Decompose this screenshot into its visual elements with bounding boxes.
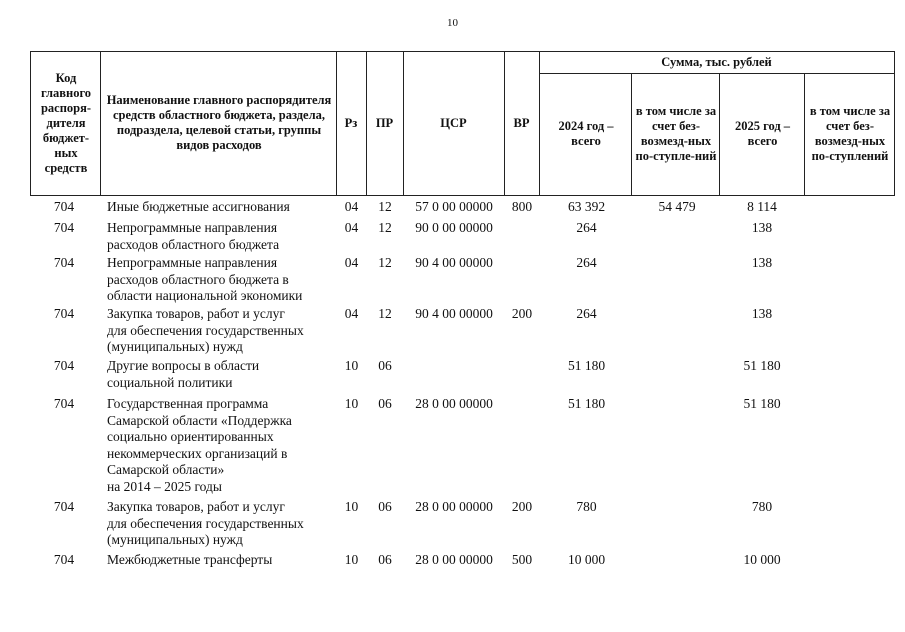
cell-name: Другие вопросы в области социальной политики xyxy=(107,358,260,390)
cell-sum-2025: 10 000 xyxy=(743,552,781,567)
cell-pr: 06 xyxy=(378,396,392,411)
header-sum-2024: 2024 год – всего xyxy=(558,119,614,148)
cell-rz: 10 xyxy=(344,499,359,514)
cell-vr: 800 xyxy=(511,199,533,214)
cell-code: 704 xyxy=(53,220,75,235)
cell-rz: 04 xyxy=(344,255,359,270)
header-sum-group: Сумма, тыс. рублей xyxy=(661,55,772,69)
cell-code: 704 xyxy=(53,306,75,321)
header-bottom-border xyxy=(30,195,895,196)
sum-group-divider xyxy=(539,73,895,74)
cell-csr: 57 0 00 00000 xyxy=(415,199,493,214)
cell-vr: 200 xyxy=(511,306,533,321)
cell-sum-2025: 51 180 xyxy=(743,358,781,373)
page-number: 10 xyxy=(447,17,458,29)
cell-name: Непрограммные направления расходов областного бюджета в области национальной экономики xyxy=(107,255,303,303)
cell-code: 704 xyxy=(53,199,75,214)
cell-sum-2024: 51 180 xyxy=(567,396,606,411)
cell-name: Закупка товаров, работ и услуг для обеспечения государственных (муниципальных) нужд xyxy=(107,306,304,354)
cell-name: Иные бюджетные ассигнования xyxy=(107,199,290,214)
header-name: Наименование главного распорядителя средств областного бюджета, раздела, подраздела, целевой статьи, группы видов расходов xyxy=(106,93,332,152)
header-bezv-2024: в том числе за счет без-возмезд-ных по-ступле-ний xyxy=(635,104,717,163)
cell-rz: 10 xyxy=(344,396,359,411)
col-border xyxy=(30,51,31,196)
cell-pr: 12 xyxy=(378,220,392,235)
cell-sum-2024: 264 xyxy=(576,255,597,270)
cell-pr: 12 xyxy=(378,255,392,270)
cell-code: 704 xyxy=(53,255,75,270)
cell-csr: 28 0 00 00000 xyxy=(415,396,493,411)
cell-sum-2025: 780 xyxy=(751,499,773,514)
cell-sum-2024: 780 xyxy=(576,499,597,514)
cell-code: 704 xyxy=(53,552,75,567)
cell-pr: 06 xyxy=(378,552,392,567)
cell-sum-2024: 63 392 xyxy=(567,199,606,214)
cell-name: Государственная программа Самарской области «Поддержка социально ориентированных некоммерческих организаций в Самарской области» на 2014 – 2025 годы xyxy=(107,396,292,494)
cell-sum-2024: 10 000 xyxy=(567,552,606,567)
cell-sum-2025: 138 xyxy=(751,306,773,321)
header-vr: ВР xyxy=(513,115,530,130)
cell-sum-2025: 51 180 xyxy=(743,396,781,411)
cell-pr: 12 xyxy=(378,199,392,214)
cell-rz: 04 xyxy=(344,306,359,321)
cell-sum-2024: 51 180 xyxy=(567,358,606,373)
cell-rz: 04 xyxy=(344,199,359,214)
header-sum-2025: 2025 год – всего xyxy=(734,119,791,148)
cell-pr: 06 xyxy=(378,358,392,373)
cell-csr: 90 4 00 00000 xyxy=(415,255,493,270)
table-header xyxy=(30,51,895,196)
cell-sum-2024: 264 xyxy=(576,306,597,321)
cell-sum-2025: 138 xyxy=(751,255,773,270)
header-csr: ЦСР xyxy=(440,115,467,130)
header-code: Код главного распоря-дителя бюджет-ных средств xyxy=(40,70,92,175)
cell-code: 704 xyxy=(53,396,75,411)
cell-pr: 12 xyxy=(378,306,392,321)
col-border xyxy=(631,73,632,196)
col-border xyxy=(100,51,101,196)
col-border xyxy=(719,73,720,196)
cell-name: Межбюджетные трансферты xyxy=(107,552,273,567)
cell-csr: 90 4 00 00000 xyxy=(415,306,493,321)
cell-sum-2025: 8 114 xyxy=(747,199,777,214)
header-pr: ПР xyxy=(375,115,394,130)
cell-name: Непрограммные направления расходов областного бюджета xyxy=(107,220,280,252)
cell-rz: 10 xyxy=(344,358,359,373)
cell-vr: 200 xyxy=(511,499,533,514)
cell-code: 704 xyxy=(53,499,75,514)
cell-csr: 28 0 00 00000 xyxy=(415,552,493,567)
header-rz: Рз xyxy=(344,115,358,130)
cell-code: 704 xyxy=(53,358,75,373)
cell-csr: 28 0 00 00000 xyxy=(415,499,493,514)
col-border xyxy=(894,51,895,196)
cell-vr: 500 xyxy=(511,552,533,567)
cell-bezv-2024: 54 479 xyxy=(658,199,696,214)
cell-csr: 90 0 00 00000 xyxy=(415,220,493,235)
cell-rz: 10 xyxy=(344,552,359,567)
cell-rz: 04 xyxy=(344,220,359,235)
cell-name: Закупка товаров, работ и услуг для обеспечения государственных (муниципальных) нужд xyxy=(107,499,304,547)
cell-sum-2025: 138 xyxy=(751,220,773,235)
cell-sum-2024: 264 xyxy=(576,220,597,235)
header-bezv-2025: в том числе за счет без-возмезд-ных по-ступлений xyxy=(809,104,891,163)
cell-pr: 06 xyxy=(378,499,392,514)
col-border xyxy=(804,73,805,196)
